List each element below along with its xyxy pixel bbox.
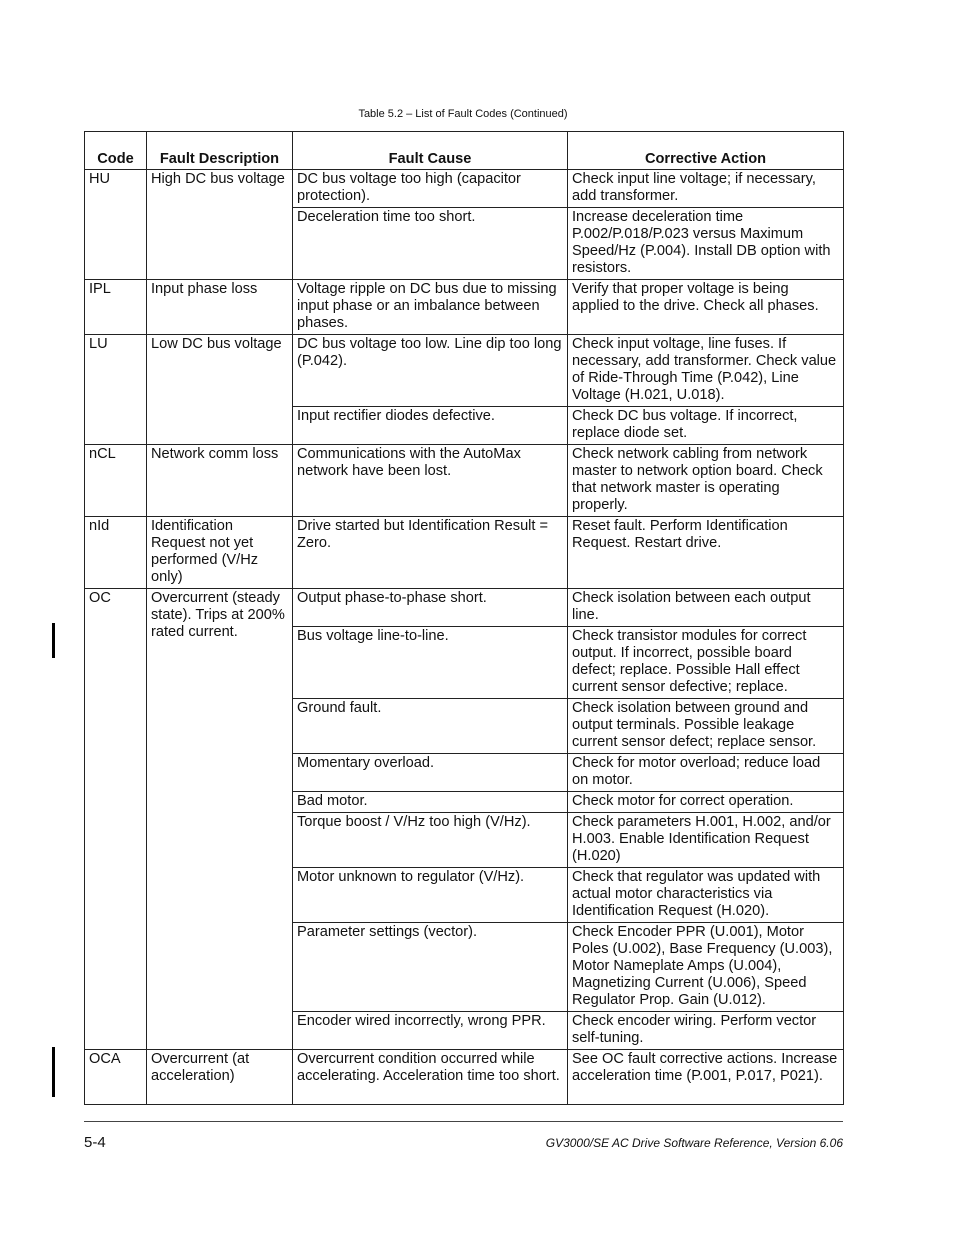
corrective-action-cell: Check DC bus voltage. If incorrect, replace diode set. (568, 407, 844, 445)
fault-cause-cell: DC bus voltage too low. Line dip too long (P.042). (293, 335, 568, 407)
corrective-action-cell: Verify that proper voltage is being applied to the drive. Check all phases. (568, 280, 844, 335)
fault-cause-cell: DC bus voltage too high (capacitor protection). (293, 170, 568, 208)
fault-cause-cell: Encoder wired incorrectly, wrong PPR. (293, 1012, 568, 1050)
fault-cause-cell: Motor unknown to regulator (V/Hz). (293, 868, 568, 923)
table-row (85, 170, 844, 208)
fault-description-cell: Low DC bus voltage (147, 335, 293, 445)
header-corrective-action: Corrective Action (568, 132, 844, 170)
fault-cause-cell: Bad motor. (293, 792, 568, 813)
document-title: GV3000/SE AC Drive Software Reference, Version 6.06 (545, 1136, 843, 1150)
header-fault-cause: Fault Cause (293, 132, 568, 170)
fault-code-cell: LU (85, 335, 147, 445)
fault-cause-cell: Deceleration time too short. (293, 208, 568, 280)
corrective-action-cell: Check Encoder PPR (U.001), Motor Poles (U.002), Base Frequency (U.003), Motor Nameplate Amps (U.004), Magnetizing Current (U.006), Speed Regulator Prop. Gain (U.012). (568, 923, 844, 1012)
fault-code-cell: nCL (85, 445, 147, 517)
fault-code-cell: nId (85, 517, 147, 589)
fault-cause-cell: Momentary overload. (293, 754, 568, 792)
footer-divider (84, 1121, 843, 1122)
corrective-action-cell: Check for motor overload; reduce load on motor. (568, 754, 844, 792)
fault-cause-cell: Overcurrent condition occurred while accelerating. Acceleration time too short. (293, 1050, 568, 1105)
header-code: Code (85, 132, 147, 170)
corrective-action-cell: Check motor for correct operation. (568, 792, 844, 813)
change-bar (52, 1047, 55, 1097)
fault-cause-cell: Torque boost / V/Hz too high (V/Hz). (293, 813, 568, 868)
change-bar (52, 623, 55, 658)
corrective-action-cell: Check encoder wiring. Perform vector self-tuning. (568, 1012, 844, 1050)
corrective-action-cell: See OC fault corrective actions. Increase acceleration time (P.001, P.017, P021). (568, 1050, 844, 1105)
fault-description-cell: Identification Request not yet performed (V/Hz only) (147, 517, 293, 589)
fault-cause-cell: Output phase-to-phase short. (293, 589, 568, 627)
fault-code-cell: OCA (85, 1050, 147, 1105)
fault-cause-cell: Input rectifier diodes defective. (293, 407, 568, 445)
table-row (85, 1050, 844, 1105)
corrective-action-cell: Check parameters H.001, H.002, and/or H.003. Enable Identification Request (H.020) (568, 813, 844, 868)
fault-cause-cell: Communications with the AutoMax network have been lost. (293, 445, 568, 517)
corrective-action-cell: Reset fault. Perform Identification Request. Restart drive. (568, 517, 844, 589)
page-number: 5-4 (84, 1134, 106, 1151)
table-row (85, 517, 844, 589)
table-header-row (85, 132, 844, 170)
corrective-action-cell: Check network cabling from network master to network option board. Check that network master is operating properly. (568, 445, 844, 517)
fault-cause-cell: Bus voltage line-to-line. (293, 627, 568, 699)
fault-description-cell: High DC bus voltage (147, 170, 293, 280)
fault-cause-cell: Drive started but Identification Result = Zero. (293, 517, 568, 589)
corrective-action-cell: Check input line voltage; if necessary, add transformer. (568, 170, 844, 208)
fault-description-cell: Overcurrent (at acceleration) (147, 1050, 293, 1105)
corrective-action-cell: Check input voltage, line fuses. If necessary, add transformer. Check value of Ride-Through Time (P.042), Line Voltage (H.021, U.018). (568, 335, 844, 407)
fault-cause-cell: Ground fault. (293, 699, 568, 754)
fault-description-cell: Input phase loss (147, 280, 293, 335)
fault-description-cell: Network comm loss (147, 445, 293, 517)
fault-cause-cell: Parameter settings (vector). (293, 923, 568, 1012)
corrective-action-cell: Check isolation between each output line. (568, 589, 844, 627)
fault-description-cell: Overcurrent (steady state). Trips at 200% rated current. (147, 589, 293, 1050)
header-fault-description: Fault Description (147, 132, 293, 170)
table-row (85, 589, 844, 627)
fault-codes-table (84, 131, 844, 1105)
corrective-action-cell: Check transistor modules for correct output. If incorrect, possible board defect; replace. Possible Hall effect current sensor defective; replace. (568, 627, 844, 699)
fault-code-cell: HU (85, 170, 147, 280)
corrective-action-cell: Check isolation between ground and output terminals. Possible leakage current sensor defect; replace sensor. (568, 699, 844, 754)
table-body (85, 170, 844, 1105)
fault-code-cell: OC (85, 589, 147, 1050)
table-row (85, 445, 844, 517)
fault-cause-cell: Voltage ripple on DC bus due to missing input phase or an imbalance between phases. (293, 280, 568, 335)
corrective-action-cell: Check that regulator was updated with actual motor characteristics via Identification Request (H.020). (568, 868, 844, 923)
table-caption: Table 5.2 – List of Fault Codes (Continued) (358, 108, 568, 120)
corrective-action-cell: Increase deceleration time P.002/P.018/P.023 versus Maximum Speed/Hz (P.004). Install DB option with resistors. (568, 208, 844, 280)
table-row (85, 280, 844, 335)
fault-code-cell: IPL (85, 280, 147, 335)
table-row (85, 335, 844, 407)
